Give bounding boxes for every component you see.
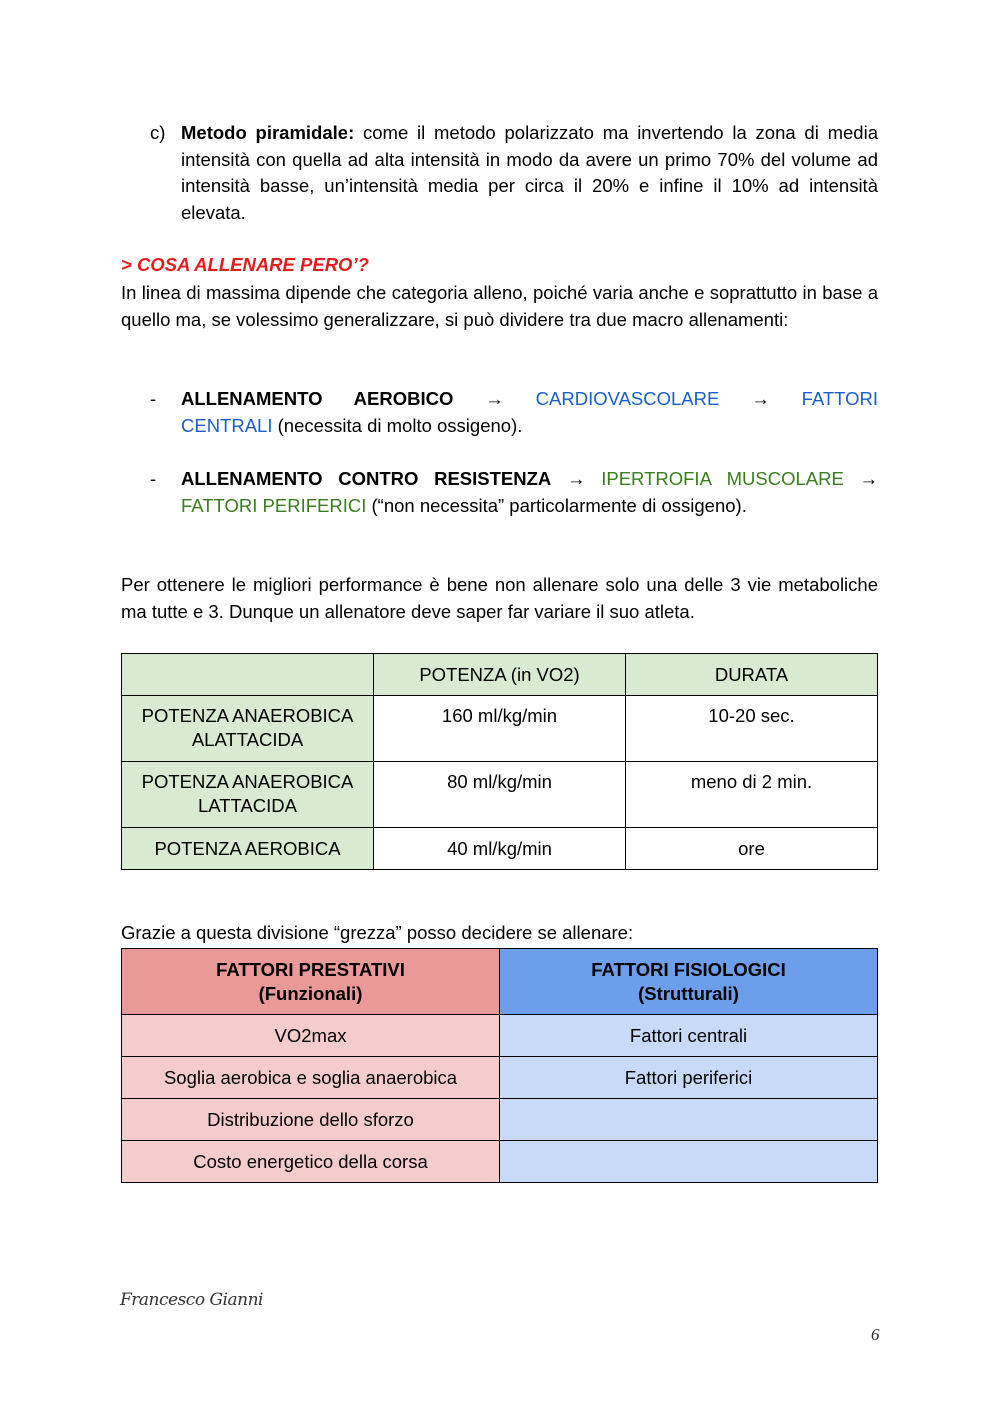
footer-author: Francesco Gianni <box>120 1290 263 1310</box>
header-cell-empty <box>122 654 374 696</box>
header-performance-factors <box>122 949 500 1015</box>
bullet-resistance <box>150 466 878 519</box>
method-title: Metodo piramidale: <box>181 122 355 143</box>
row-label <box>122 762 374 828</box>
arrow: → <box>719 388 802 409</box>
table-row <box>122 1099 878 1141</box>
row-duration: meno di 2 min. <box>626 762 878 828</box>
physiological-factor-cell <box>500 1099 878 1141</box>
bullet-factor: FATTORI <box>801 388 879 409</box>
row-label: POTENZA AEROBICA <box>122 828 374 870</box>
header-cell-power: POTENZA (in VO2) <box>374 654 626 696</box>
bullet-text <box>181 466 878 519</box>
list-marker: c) <box>150 122 166 143</box>
header-cell-duration: DURATA <box>626 654 878 696</box>
bullet-target: CARDIOVASCOLARE <box>535 388 720 409</box>
row-label-line1: POTENZA ANAEROBICA <box>141 771 354 792</box>
header-line1: FATTORI PRESTATIVI <box>216 958 405 980</box>
performance-paragraph: Per ottenere le migliori performance è bene non allenare solo una delle 3 vie metaboliche ma tutte e 3. Dunque un allenatore deve saper far variare il suo atleta. <box>121 574 878 622</box>
bullet-target: IPERTROFIA MUSCOLARE <box>601 468 844 489</box>
performance-factor-cell: VO2max <box>122 1015 500 1057</box>
factors-table <box>121 948 878 1183</box>
header-line2: (Funzionali) <box>258 982 363 1004</box>
table-row <box>122 762 878 828</box>
row-duration: ore <box>626 828 878 870</box>
row-label-line2: ALATTACIDA <box>191 729 304 750</box>
row-label-line2: LATTACIDA <box>197 795 298 816</box>
bullet-note: (necessita di molto ossigeno). <box>272 414 523 436</box>
header-physiological-factors <box>500 949 878 1015</box>
bullet-text <box>181 386 878 439</box>
bullet-factor-cont: CENTRALI <box>181 414 273 436</box>
table-row <box>122 696 878 762</box>
table-row <box>122 1141 878 1183</box>
arrow: → <box>843 468 879 489</box>
header-line1: FATTORI FISIOLOGICI <box>591 958 786 980</box>
performance-factor-cell: Costo energetico della corsa <box>122 1141 500 1183</box>
list-item-c <box>150 120 878 226</box>
bullet-factor: FATTORI PERIFERICI <box>181 494 367 516</box>
row-duration: 10-20 sec. <box>626 696 878 762</box>
physiological-factor-cell <box>500 1141 878 1183</box>
intro-paragraph: In linea di massima dipende che categoria alleno, poiché varia anche e soprattutto in base a quello ma, se volessimo generalizzare, si può dividere tra due macro allenamenti: <box>121 282 878 330</box>
bullet-title: ALLENAMENTO AEROBICO <box>181 388 454 409</box>
factors-intro: Grazie a questa divisione “grezza” posso decidere se allenare: <box>121 922 634 943</box>
bullet-title: ALLENAMENTO CONTRO RESISTENZA <box>181 468 552 489</box>
bullet-text-line2 <box>181 413 878 440</box>
arrow: → <box>551 468 602 489</box>
table-row <box>122 1015 878 1057</box>
bullet-note: (“non necessita” particolarmente di ossigeno). <box>366 494 747 516</box>
table-row <box>122 1057 878 1099</box>
table-header-row <box>122 654 878 696</box>
page-number: 6 <box>871 1325 880 1344</box>
row-power: 160 ml/kg/min <box>374 696 626 762</box>
list-item-body <box>181 120 878 226</box>
performance-factor-cell: Soglia aerobica e soglia anaerobica <box>122 1057 500 1099</box>
row-label-line1: POTENZA ANAEROBICA <box>141 705 354 726</box>
row-label <box>122 696 374 762</box>
table-header-row <box>122 949 878 1015</box>
performance-factor-cell: Distribuzione dello sforzo <box>122 1099 500 1141</box>
header-line2: (Strutturali) <box>638 982 739 1004</box>
table-row <box>122 828 878 870</box>
bullet-aerobic <box>150 386 878 439</box>
arrow: → <box>453 388 536 409</box>
method-description: come il metodo polarizzato ma invertendo la zona di media intensità con quella ad alta intensità in modo da avere un primo 70% del volume ad intensità basse, un’intensità media per circa il 20% e infine il 10% ad intensità elevata. <box>181 122 878 223</box>
bullet-dash: - <box>150 388 157 409</box>
power-table <box>121 653 878 870</box>
section-heading: > COSA ALLENARE PERO’? <box>121 254 369 275</box>
physiological-factor-cell: Fattori centrali <box>500 1015 878 1057</box>
bullet-dash: - <box>150 468 157 489</box>
physiological-factor-cell: Fattori periferici <box>500 1057 878 1099</box>
row-power: 40 ml/kg/min <box>374 828 626 870</box>
row-power: 80 ml/kg/min <box>374 762 626 828</box>
